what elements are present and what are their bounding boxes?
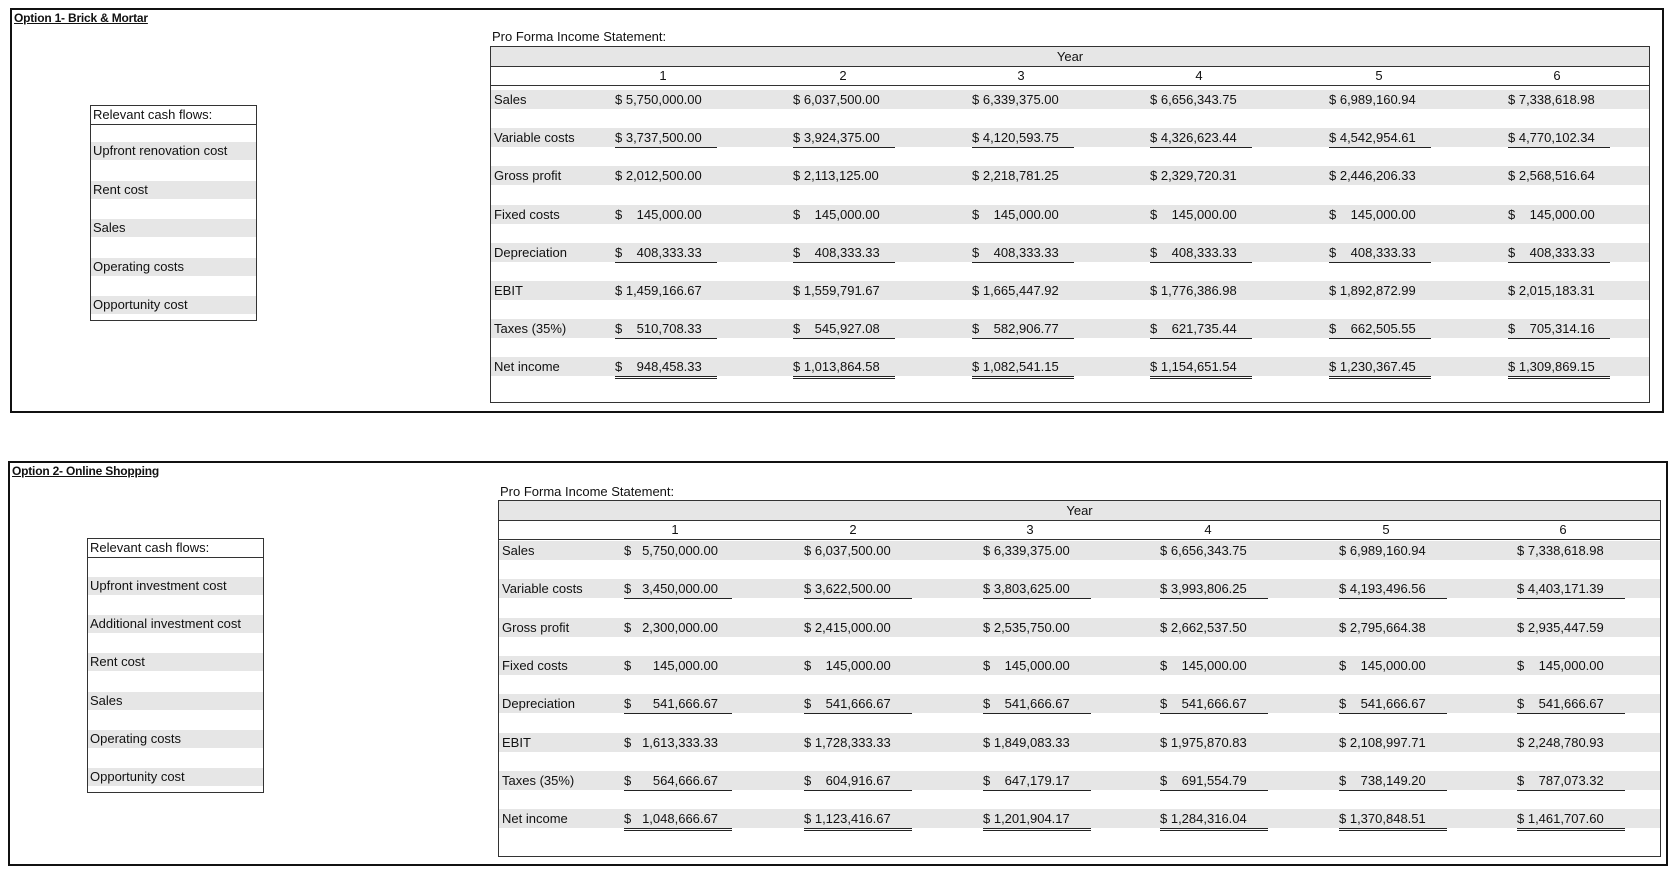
row-label: Taxes (35%) (494, 321, 567, 337)
table-cell: $ 621,735.44 (1150, 319, 1252, 339)
option2-pro-forma-title: Pro Forma Income Statement: (500, 484, 675, 499)
table-cell: $ 541,666.67 (1517, 694, 1625, 714)
relevant-cash-flows-header: Relevant cash flows: (88, 539, 263, 558)
year-column-header: 5 (1375, 68, 1383, 83)
table-cell: $ 3,622,500.00 (804, 579, 912, 599)
option2-pro-forma-table (498, 500, 1661, 857)
table-cell: $ 3,450,000.00 (624, 579, 732, 599)
table-cell: $ 2,012,500.00 (615, 168, 702, 184)
table-cell: $ 4,542,954.61 (1329, 128, 1431, 148)
table-row (491, 128, 1649, 147)
table-row (499, 618, 1660, 637)
row-label: Depreciation (494, 244, 567, 260)
table-row (499, 656, 1660, 675)
relevant-cash-flow-item: Operating costs (88, 730, 263, 748)
table-cell: $ 4,326,623.44 (1150, 128, 1252, 148)
row-label: Fixed costs (494, 206, 560, 222)
table-cell: $ 145,000.00 (1508, 206, 1595, 222)
table-cell: $ 541,666.67 (983, 694, 1091, 714)
table-cell: $ 2,795,664.38 (1339, 619, 1426, 635)
table-cell: $ 545,927.08 (793, 319, 895, 339)
year-header: Year (499, 501, 1660, 521)
table-cell: $ 6,989,160.94 (1329, 92, 1416, 107)
relevant-cash-flow-item: Rent cost (91, 181, 256, 199)
table-cell: $ 408,333.33 (1508, 243, 1610, 263)
table-row (499, 694, 1660, 713)
row-label: Gross profit (502, 619, 570, 635)
table-cell: $ 564,666.67 (624, 771, 732, 791)
table-cell: $ 1,230,367.45 (1329, 357, 1431, 379)
year-column-header: 4 (1204, 522, 1212, 537)
row-label: Gross profit (494, 168, 562, 184)
relevant-cash-flow-item: Rent cost (88, 653, 263, 671)
table-cell: $ 145,000.00 (972, 206, 1059, 222)
table-cell: $ 1,309,869.15 (1508, 357, 1610, 379)
row-label: EBIT (502, 734, 531, 750)
table-cell: $ 1,154,651.54 (1150, 357, 1252, 379)
year-column-header: 6 (1559, 522, 1567, 537)
relevant-cash-flow-item: Additional investment cost (88, 615, 263, 633)
table-cell: $ 738,149.20 (1339, 771, 1447, 791)
table-cell: $ 145,000.00 (983, 657, 1070, 673)
table-cell: $ 6,656,343.75 (1160, 543, 1247, 558)
table-cell: $ 408,333.33 (1150, 243, 1252, 263)
table-cell: $ 3,924,375.00 (793, 128, 895, 148)
year-column-header: 3 (1017, 68, 1025, 83)
relevant-cash-flows-header: Relevant cash flows: (91, 106, 256, 125)
option2-title: Option 2- Online Shopping (12, 464, 159, 478)
row-label: Variable costs (494, 130, 575, 146)
table-cell: $ 1,461,707.60 (1517, 809, 1625, 831)
option1-pro-forma-table (490, 46, 1650, 403)
table-row (499, 541, 1660, 560)
table-cell: $ 1,082,541.15 (972, 357, 1074, 379)
row-label: EBIT (494, 283, 523, 298)
table-cell: $ 541,666.67 (804, 694, 912, 714)
row-label: Taxes (35%) (502, 772, 575, 788)
table-row (491, 166, 1649, 185)
table-cell: $ 2,113,125.00 (793, 168, 879, 184)
table-cell: $ 3,737,500.00 (615, 128, 717, 148)
table-cell: $ 7,338,618.98 (1517, 543, 1604, 558)
table-cell: $ 2,329,720.31 (1150, 168, 1237, 184)
table-cell: $ 2,535,750.00 (983, 619, 1070, 635)
option2-section (8, 461, 1668, 866)
table-cell: $ 2,248,780.93 (1517, 734, 1604, 750)
table-cell: $ 2,015,183.31 (1508, 283, 1595, 298)
option2-relevant-cash-flows (87, 538, 264, 793)
table-cell: $ 2,568,516.64 (1508, 168, 1595, 184)
year-column-header: 4 (1195, 68, 1203, 83)
table-cell: $ 145,000.00 (1517, 657, 1604, 673)
relevant-cash-flow-item: Sales (91, 219, 256, 237)
table-cell: $ 1,284,316.04 (1160, 809, 1268, 831)
table-cell: $ 662,505.55 (1329, 319, 1431, 339)
table-cell: $ 1,559,791.67 (793, 283, 880, 298)
option1-title: Option 1- Brick & Mortar (14, 11, 148, 25)
table-cell: $ 6,339,375.00 (972, 92, 1059, 107)
table-cell: $ 2,446,206.33 (1329, 168, 1416, 184)
relevant-cash-flow-item: Upfront renovation cost (91, 142, 256, 160)
table-cell: $ 145,000.00 (1329, 206, 1416, 222)
table-cell: $ 705,314.16 (1508, 319, 1610, 339)
table-cell: $ 1,776,386.98 (1150, 283, 1237, 298)
table-cell: $ 1,201,904.17 (983, 809, 1091, 831)
table-cell: $ 408,333.33 (1329, 243, 1431, 263)
year-column-header: 5 (1382, 522, 1390, 537)
year-column-header: 2 (839, 68, 847, 83)
table-cell: $ 6,656,343.75 (1150, 92, 1237, 107)
option1-pro-forma-title: Pro Forma Income Statement: (492, 29, 667, 44)
table-cell: $ 541,666.67 (624, 694, 732, 714)
table-cell: $ 145,000.00 (1160, 657, 1247, 673)
table-cell: $ 691,554.79 (1160, 771, 1268, 791)
table-cell: $ 582,906.77 (972, 319, 1074, 339)
table-cell: $ 1,892,872.99 (1329, 283, 1416, 298)
year-column-header: 1 (659, 68, 667, 83)
table-cell: $ 1,665,447.92 (972, 283, 1059, 298)
row-label: Variable costs (502, 581, 583, 597)
year-columns (491, 66, 1649, 86)
table-cell: $ 647,179.17 (983, 771, 1091, 791)
table-cell: $ 145,000.00 (793, 206, 880, 222)
table-cell: $ 4,120,593.75 (972, 128, 1074, 148)
table-cell: $ 145,000.00 (804, 657, 891, 673)
table-cell: $ 145,000.00 (1150, 206, 1237, 222)
row-label: Net income (502, 811, 568, 827)
table-cell: $ 145,000.00 (1339, 657, 1426, 673)
table-cell: $ 7,338,618.98 (1508, 92, 1595, 107)
year-column-header: 1 (671, 522, 679, 537)
table-cell: $ 2,108,997.71 (1339, 734, 1426, 750)
table-cell: $ 145,000.00 (624, 657, 718, 673)
table-cell: $ 948,458.33 (615, 357, 717, 379)
table-cell: $ 1,048,666.67 (624, 809, 732, 831)
relevant-cash-flow-item: Upfront investment cost (88, 577, 263, 595)
year-column-header: 3 (1026, 522, 1034, 537)
table-cell: $ 408,333.33 (972, 243, 1074, 263)
table-cell: $ 1,013,864.58 (793, 357, 895, 379)
table-cell: $ 6,037,500.00 (793, 92, 880, 107)
table-cell: $ 604,916.67 (804, 771, 912, 791)
table-cell: $ 1,370,848.51 (1339, 809, 1447, 831)
table-cell: $ 1,613,333.33 (624, 734, 718, 750)
row-label: Sales (502, 543, 535, 558)
table-row (491, 243, 1649, 262)
table-cell: $ 3,803,625.00 (983, 579, 1091, 599)
table-cell: $ 4,770,102.34 (1508, 128, 1610, 148)
table-cell: $ 4,193,496.56 (1339, 579, 1447, 599)
table-cell: $ 2,218,781.25 (972, 168, 1059, 184)
table-cell: $ 6,339,375.00 (983, 543, 1070, 558)
table-row (491, 90, 1649, 109)
row-label: Depreciation (502, 696, 575, 712)
table-row (491, 281, 1649, 300)
table-cell: $ 2,415,000.00 (804, 619, 891, 635)
table-cell: $ 6,989,160.94 (1339, 543, 1426, 558)
table-row (499, 771, 1660, 790)
table-cell: $ 6,037,500.00 (804, 543, 891, 558)
relevant-cash-flow-item: Operating costs (91, 258, 256, 276)
option1-section (10, 8, 1664, 413)
row-label: Sales (494, 92, 527, 107)
table-cell: $ 408,333.33 (793, 243, 895, 263)
table-cell: $ 1,849,083.33 (983, 734, 1070, 750)
table-cell: $ 4,403,171.39 (1517, 579, 1625, 599)
relevant-cash-flow-item: Opportunity cost (88, 768, 263, 786)
year-columns (499, 520, 1660, 540)
table-cell: $ 1,459,166.67 (615, 283, 702, 298)
table-cell: $ 510,708.33 (615, 319, 717, 339)
table-cell: $ 2,662,537.50 (1160, 619, 1247, 635)
table-row (491, 319, 1649, 338)
table-cell: $ 5,750,000.00 (624, 543, 718, 558)
table-row (499, 733, 1660, 752)
table-cell: $ 1,975,870.83 (1160, 734, 1247, 750)
table-cell: $ 1,728,333.33 (804, 734, 891, 750)
option1-relevant-cash-flows (90, 105, 257, 321)
table-cell: $ 2,935,447.59 (1517, 619, 1604, 635)
table-row (491, 205, 1649, 224)
year-column-header: 6 (1553, 68, 1561, 83)
relevant-cash-flow-item: Opportunity cost (91, 296, 256, 314)
table-cell: $ 145,000.00 (615, 206, 702, 222)
year-header: Year (491, 47, 1649, 67)
row-label: Fixed costs (502, 657, 568, 673)
table-cell: $ 408,333.33 (615, 243, 717, 263)
table-cell: $ 2,300,000.00 (624, 619, 718, 635)
table-cell: $ 541,666.67 (1160, 694, 1268, 714)
table-cell: $ 541,666.67 (1339, 694, 1447, 714)
table-cell: $ 787,073.32 (1517, 771, 1625, 791)
table-cell: $ 1,123,416.67 (804, 809, 912, 831)
year-column-header: 2 (849, 522, 857, 537)
table-cell: $ 5,750,000.00 (615, 92, 702, 107)
table-row (499, 579, 1660, 598)
table-row (491, 357, 1649, 376)
row-label: Net income (494, 359, 560, 375)
table-cell: $ 3,993,806.25 (1160, 579, 1268, 599)
table-row (499, 809, 1660, 828)
relevant-cash-flow-item: Sales (88, 692, 263, 710)
